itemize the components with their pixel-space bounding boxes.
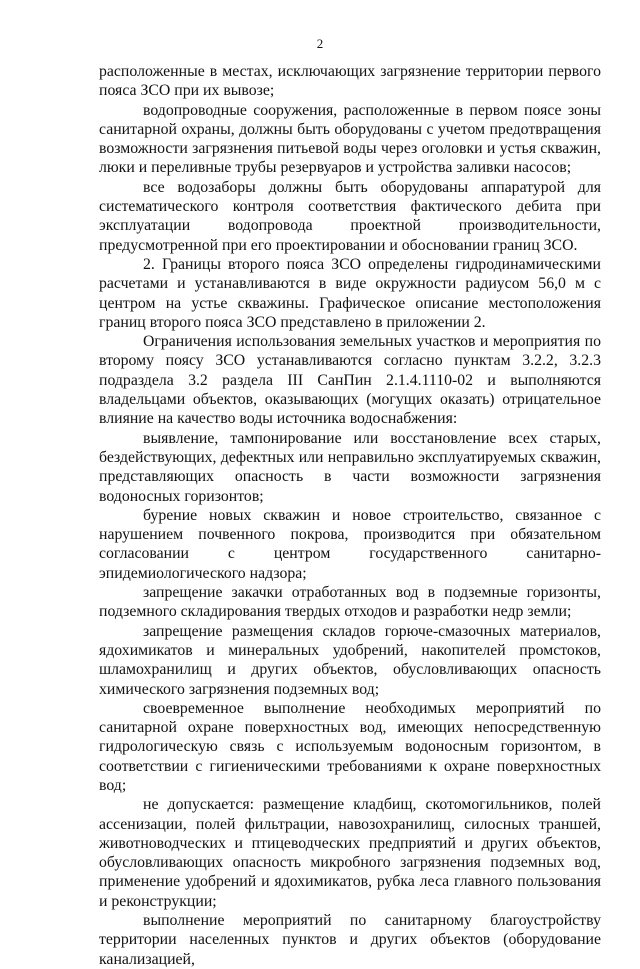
paragraph: бурение новых скважин и новое строительство, связанное с нарушением почвенного покрова, производится при обязательном согласовании с центром государственного санитарно-эпидемиологического надзора; [99,506,601,582]
paragraph: не допускается: размещение кладбищ, скотомогильников, полей ассенизации, полей фильтрации, навозохранилищ, силосных траншей, животноводческих и птицеводческих предприятий и других объектов, обусловливающих опасность микробного загрязнения подземных вод, применение удобрений и ядохимикатов, рубка леса главного пользования и реконструкции; [99,796,601,910]
paragraph: своевременное выполнение необходимых мероприятий по санитарной охране поверхностных вод, имеющих непосредственную гидрологическую связь с используемым водоносным горизонтом, в соответствии с гигиеническими требованиями к охране поверхностных вод; [99,699,601,794]
paragraph: выполнение мероприятий по санитарному благоустройству территории населенных пунктов и других объектов (оборудование канализацией, [99,912,601,968]
paragraph-continuation: расположенные в местах, исключающих загрязнение территории первого пояса ЗСО при их вывозе; [99,63,601,100]
paragraph: запрещение размещения складов горюче-смазочных материалов, ядохимикатов и минеральных удобрений, накопителей промстоков, шламохранилищ и других объектов, обусловливающих опасность химического загрязнения подземных вод; [99,622,601,698]
page-number: 2 [316,36,324,51]
paragraph: запрещение закачки отработанных вод в подземные горизонты, подземного складирования твердых отходов и разработки недр земли; [99,584,601,621]
paragraph: 2. Границы второго пояса ЗСО определены гидродинамическими расчетами и устанавливаются в виде окружности радиусом 56,0 м с центром на устье скважины. Графическое описание местоположения границ второго пояса ЗСО представлено в приложении 2. [99,255,601,331]
paragraph: выявление, тампонирование или восстановление всех старых, бездействующих, дефектных или неправильно эксплуатируемых скважин, представляющих опасность в части возможности загрязнения водоносных горизонтов; [99,429,601,505]
paragraph: водопроводные сооружения, расположенные в первом поясе зоны санитарной охраны, должны быть оборудованы с учетом предотвращения возможности загрязнения питьевой воды через оголовки и устья скважин, люки и переливные трубы резервуаров и устройства заливки насосов; [99,101,601,177]
body-text [99,62,601,969]
paragraph: все водозаборы должны быть оборудованы аппаратурой для систематического контроля соответствия фактического дебита при эксплуатации водопровода проектной производительности, предусмотренной при его проектировании и обосновании границ ЗСО. [99,178,601,254]
paragraph: Ограничения использования земельных участков и мероприятия по второму поясу ЗСО устанавливаются согласно пунктам 3.2.2, 3.2.3 подраздела 3.2 раздела III СанПин 2.1.4.1110-02 и выполняются владельцами объектов, оказывающих (могущих оказать) отрицательное влияние на качество воды источника водоснабжения: [99,333,601,428]
